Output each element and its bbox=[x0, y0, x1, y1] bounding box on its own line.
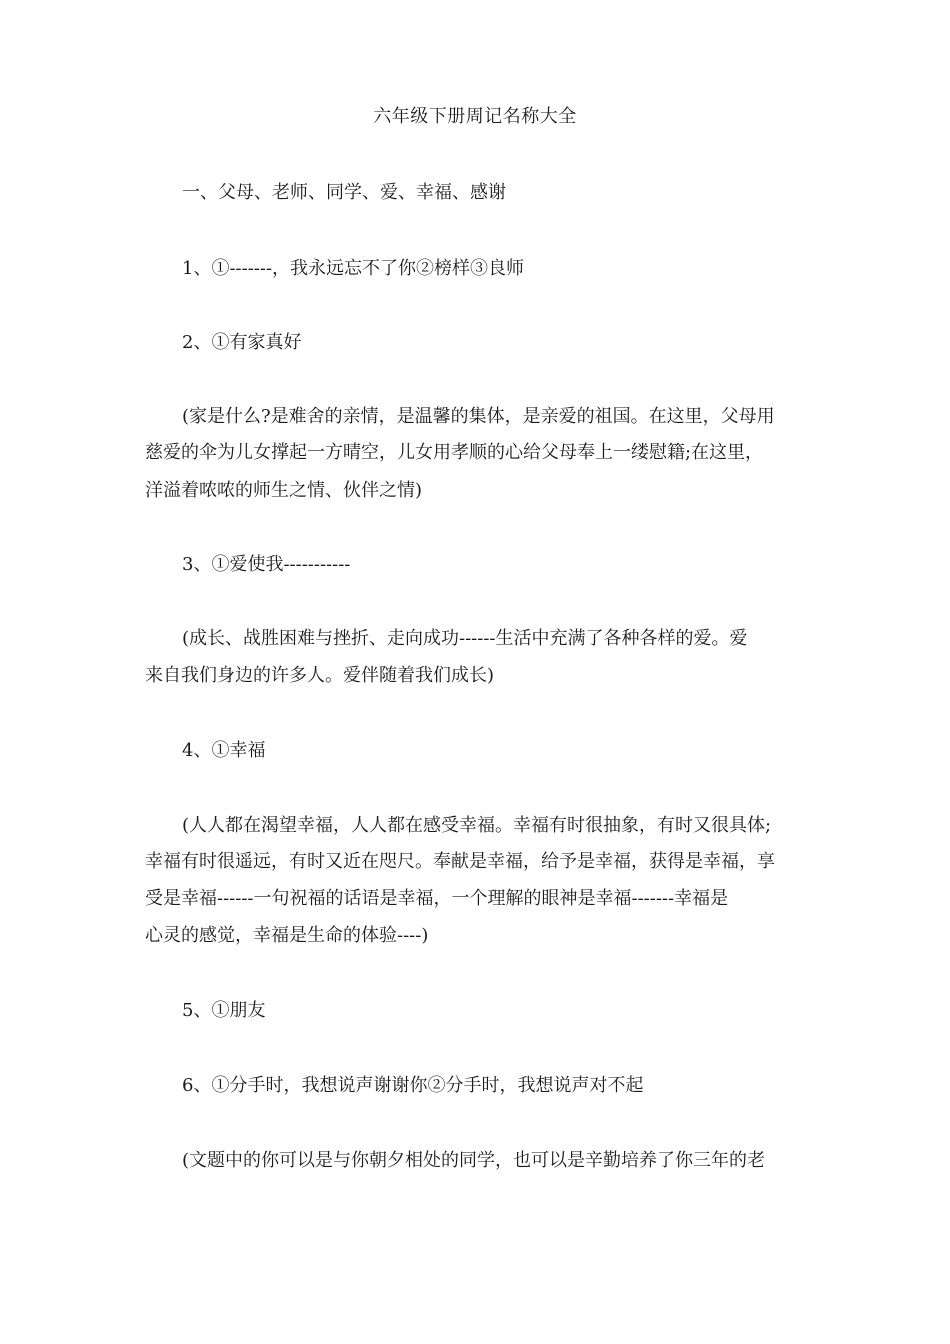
paragraph-3-line-2: 幸福有时很遥远，有时又近在咫尺。奉献是幸福，给予是幸福，获得是幸福，享 bbox=[145, 851, 775, 872]
list-item-5: 5、①朋友 bbox=[182, 1000, 266, 1021]
page-title: 六年级下册周记名称大全 bbox=[373, 106, 577, 127]
paragraph-1-line-2: 慈爱的伞为儿女撑起一方晴空，儿女用孝顺的心给父母奉上一缕慰籍;在这里， bbox=[145, 442, 764, 463]
list-item-6: 6、①分手时，我想说声谢谢你②分手时，我想说声对不起 bbox=[182, 1075, 644, 1096]
list-item-2: 2、①有家真好 bbox=[182, 332, 302, 353]
section-heading: 一、父母、老师、同学、爱、幸福、感谢 bbox=[182, 182, 506, 203]
paragraph-4-line-1: (文题中的你可以是与你朝夕相处的同学，也可以是辛勤培养了你三年的老 bbox=[182, 1150, 766, 1171]
paragraph-3-line-1: (人人都在渴望幸福，人人都在感受幸福。幸福有时很抽象，有时又很具体; bbox=[182, 815, 772, 836]
list-item-4: 4、①幸福 bbox=[182, 740, 266, 761]
paragraph-3-line-3: 受是幸福------一句祝福的话语是幸福，一个理解的眼神是幸福-------幸福是 bbox=[145, 888, 729, 909]
paragraph-1-line-3: 洋溢着哝哝的师生之情、伙伴之情) bbox=[145, 480, 423, 501]
paragraph-2-line-1: (成长、战胜困难与挫折、走向成功------生活中充满了各种各样的爱。爱 bbox=[182, 628, 748, 649]
paragraph-2-line-2: 来自我们身边的许多人。爱伴随着我们成长) bbox=[145, 665, 495, 686]
paragraph-3-line-4: 心灵的感觉，幸福是生命的体验----) bbox=[145, 925, 429, 946]
paragraph-1-line-1: (家是什么?是难舍的亲情，是温馨的集体，是亲爱的祖国。在这里，父母用 bbox=[182, 406, 775, 427]
list-item-3: 3、①爱使我----------- bbox=[182, 554, 351, 575]
list-item-1: 1、①-------，我永远忘不了你②榜样③良师 bbox=[182, 258, 525, 279]
